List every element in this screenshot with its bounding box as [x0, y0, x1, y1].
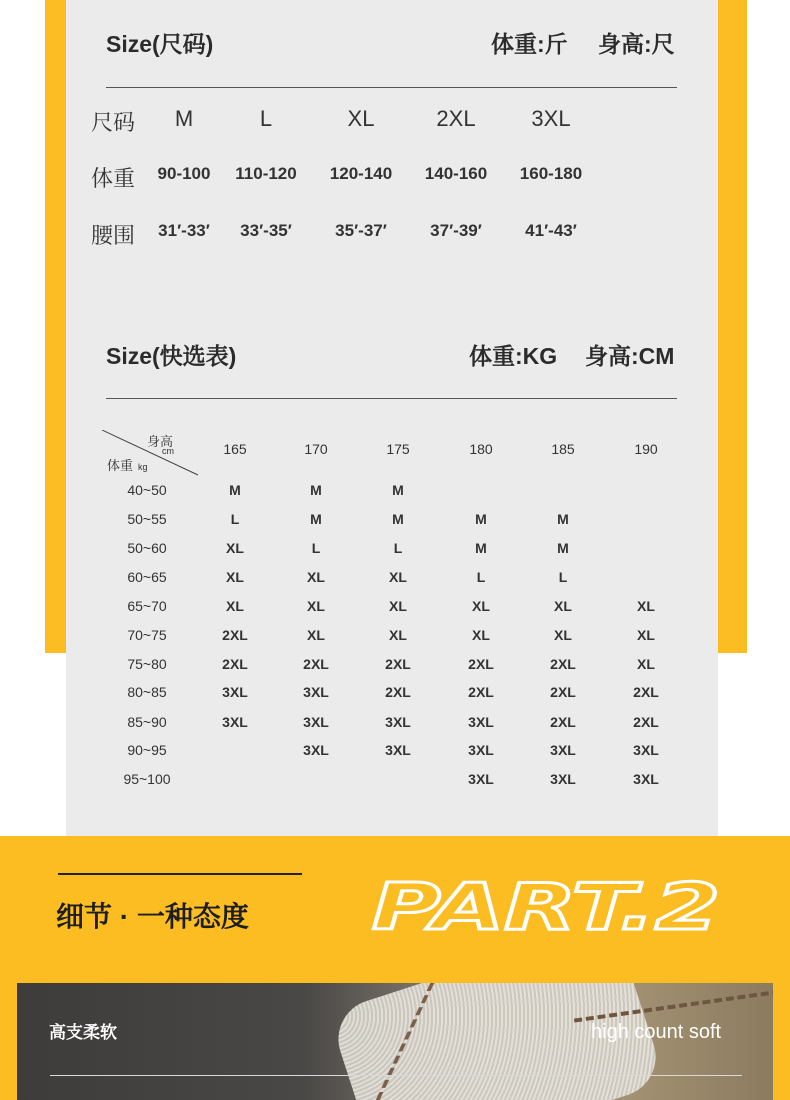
size-recommendation-cell: M [310, 482, 322, 498]
size-recommendation-cell: XL [389, 627, 407, 643]
size-cell: 2XL [436, 106, 476, 131]
size-recommendation-cell: 2XL [468, 656, 494, 672]
weight-range-label: 50~60 [127, 540, 167, 556]
weight-range-label: 95~100 [123, 771, 171, 787]
size-recommendation-cell: XL [307, 598, 325, 614]
size-cell: 3XL [531, 106, 571, 131]
quick-chart-divider [106, 398, 677, 399]
size-recommendation-cell: 3XL [222, 684, 248, 700]
size-recommendation-cell: M [475, 511, 487, 527]
size-recommendation-cell: M [229, 482, 241, 498]
size-recommendation-cell: XL [307, 627, 325, 643]
size-chart-divider [106, 87, 677, 88]
part-2-logo [368, 872, 724, 938]
size-recommendation-cell: 3XL [303, 742, 329, 758]
waist-cell: 33′-35′ [240, 221, 292, 240]
height-header: 170 [304, 441, 328, 457]
size-recommendation-cell: 3XL [303, 684, 329, 700]
size-recommendation-cell: 3XL [303, 714, 329, 730]
detail-label-en: high count soft [591, 1021, 722, 1043]
size-recommendation-cell: M [392, 511, 404, 527]
quick-chart-weight-unit: 体重:KG [469, 343, 558, 369]
size-recommendation-cell: XL [307, 569, 325, 585]
size-chart-title: Size(尺码) [106, 31, 214, 57]
part-heading: 细节 · 一种态度 [56, 901, 249, 932]
svg-text:PART.2: PART.2 [372, 872, 720, 938]
weight-cell: 110-120 [235, 164, 297, 183]
weight-cell: 160-180 [519, 164, 583, 183]
size-recommendation-cell: 2XL [222, 627, 248, 643]
waist-cell: 31′-33′ [158, 221, 210, 240]
size-recommendation-cell: L [311, 540, 321, 556]
size-recommendation-cell: XL [226, 569, 244, 585]
size-recommendation-cell: XL [226, 598, 244, 614]
size-recommendation-cell: XL [554, 627, 572, 643]
weight-range-label: 60~65 [127, 569, 167, 585]
size-recommendation-cell: 3XL [468, 714, 494, 730]
weight-range-label: 85~90 [127, 714, 167, 730]
weight-range-label: 80~85 [127, 684, 167, 700]
weight-cell: 120-140 [329, 164, 393, 183]
size-recommendation-cell: 2XL [550, 684, 576, 700]
size-recommendation-cell: 2XL [385, 656, 411, 672]
size-recommendation-cell: 3XL [222, 714, 248, 730]
size-recommendation-cell: L [393, 540, 403, 556]
size-recommendation-cell: 3XL [633, 742, 659, 758]
corner-weight-unit: kg [138, 462, 148, 472]
size-recommendation-cell: M [310, 511, 322, 527]
weight-range-label: 40~50 [127, 482, 167, 498]
size-cell: XL [347, 106, 375, 131]
height-header: 185 [551, 441, 575, 457]
size-recommendation-cell: L [230, 511, 240, 527]
size-recommendation-cell: M [392, 482, 404, 498]
weight-range-label: 65~70 [127, 598, 167, 614]
size-chart-weight-unit: 体重:斤 [491, 31, 568, 57]
size-recommendation-cell: 3XL [550, 771, 576, 787]
size-recommendation-cell: 2XL [550, 714, 576, 730]
quick-chart-height-unit: 身高:CM [585, 343, 675, 369]
fabric-detail-photo [17, 983, 773, 1100]
part-heading-rule [58, 873, 302, 875]
size-recommendation-cell: L [558, 569, 568, 585]
size-cell: L [259, 106, 273, 131]
height-header: 180 [469, 441, 493, 457]
waist-cell: 37′-39′ [430, 221, 482, 240]
weight-range-label: 50~55 [127, 511, 167, 527]
corner-height-unit: cm [162, 446, 174, 456]
size-recommendation-cell: XL [472, 627, 490, 643]
size-recommendation-cell: 3XL [385, 714, 411, 730]
height-header: 190 [634, 441, 658, 457]
waist-cell: 41′-43′ [525, 221, 577, 240]
size-recommendation-cell: L [476, 569, 486, 585]
size-recommendation-cell: XL [637, 656, 655, 672]
weight-cell: 140-160 [424, 164, 488, 183]
size-recommendation-cell: M [557, 511, 569, 527]
size-recommendation-cell: 3XL [633, 771, 659, 787]
corner-weight-label: 体重 [107, 458, 134, 473]
size-recommendation-cell: 2XL [303, 656, 329, 672]
detail-label-cn: 高支柔软 [49, 1023, 117, 1042]
size-recommendation-cell: XL [637, 598, 655, 614]
height-header: 175 [386, 441, 410, 457]
detail-divider [50, 1075, 742, 1076]
size-recommendation-cell: XL [389, 598, 407, 614]
corner-height-label: 身高 [147, 434, 174, 449]
size-recommendation-cell: 3XL [468, 742, 494, 758]
size-recommendation-cell: XL [226, 540, 244, 556]
size-recommendation-cell: 2XL [633, 714, 659, 730]
size-recommendation-cell: XL [637, 627, 655, 643]
size-recommendation-cell: XL [554, 598, 572, 614]
size-chart-height-unit: 身高:尺 [598, 31, 675, 57]
height-header: 165 [223, 441, 247, 457]
size-recommendation-cell: 2XL [222, 656, 248, 672]
size-recommendation-cell: 3XL [550, 742, 576, 758]
size-recommendation-cell: M [557, 540, 569, 556]
size-cell: M [174, 106, 194, 131]
weight-row-label: 体重 [91, 166, 136, 191]
size-recommendation-cell: M [475, 540, 487, 556]
size-recommendation-cell: 3XL [468, 771, 494, 787]
waist-cell: 35′-37′ [335, 221, 387, 240]
size-recommendation-cell: 3XL [385, 742, 411, 758]
quick-chart-title: Size(快选表) [106, 343, 237, 369]
weight-range-label: 75~80 [127, 656, 167, 672]
weight-range-label: 90~95 [127, 742, 167, 758]
size-recommendation-cell: XL [472, 598, 490, 614]
waist-row-label: 腰围 [91, 223, 136, 248]
size-recommendation-cell: XL [389, 569, 407, 585]
size-recommendation-cell: 2XL [385, 684, 411, 700]
weight-range-label: 70~75 [127, 627, 167, 643]
size-recommendation-cell: 2XL [550, 656, 576, 672]
size-row-label: 尺码 [91, 110, 136, 135]
weight-cell: 90-100 [157, 164, 211, 183]
size-recommendation-cell: 2XL [468, 684, 494, 700]
size-recommendation-cell: 2XL [633, 684, 659, 700]
